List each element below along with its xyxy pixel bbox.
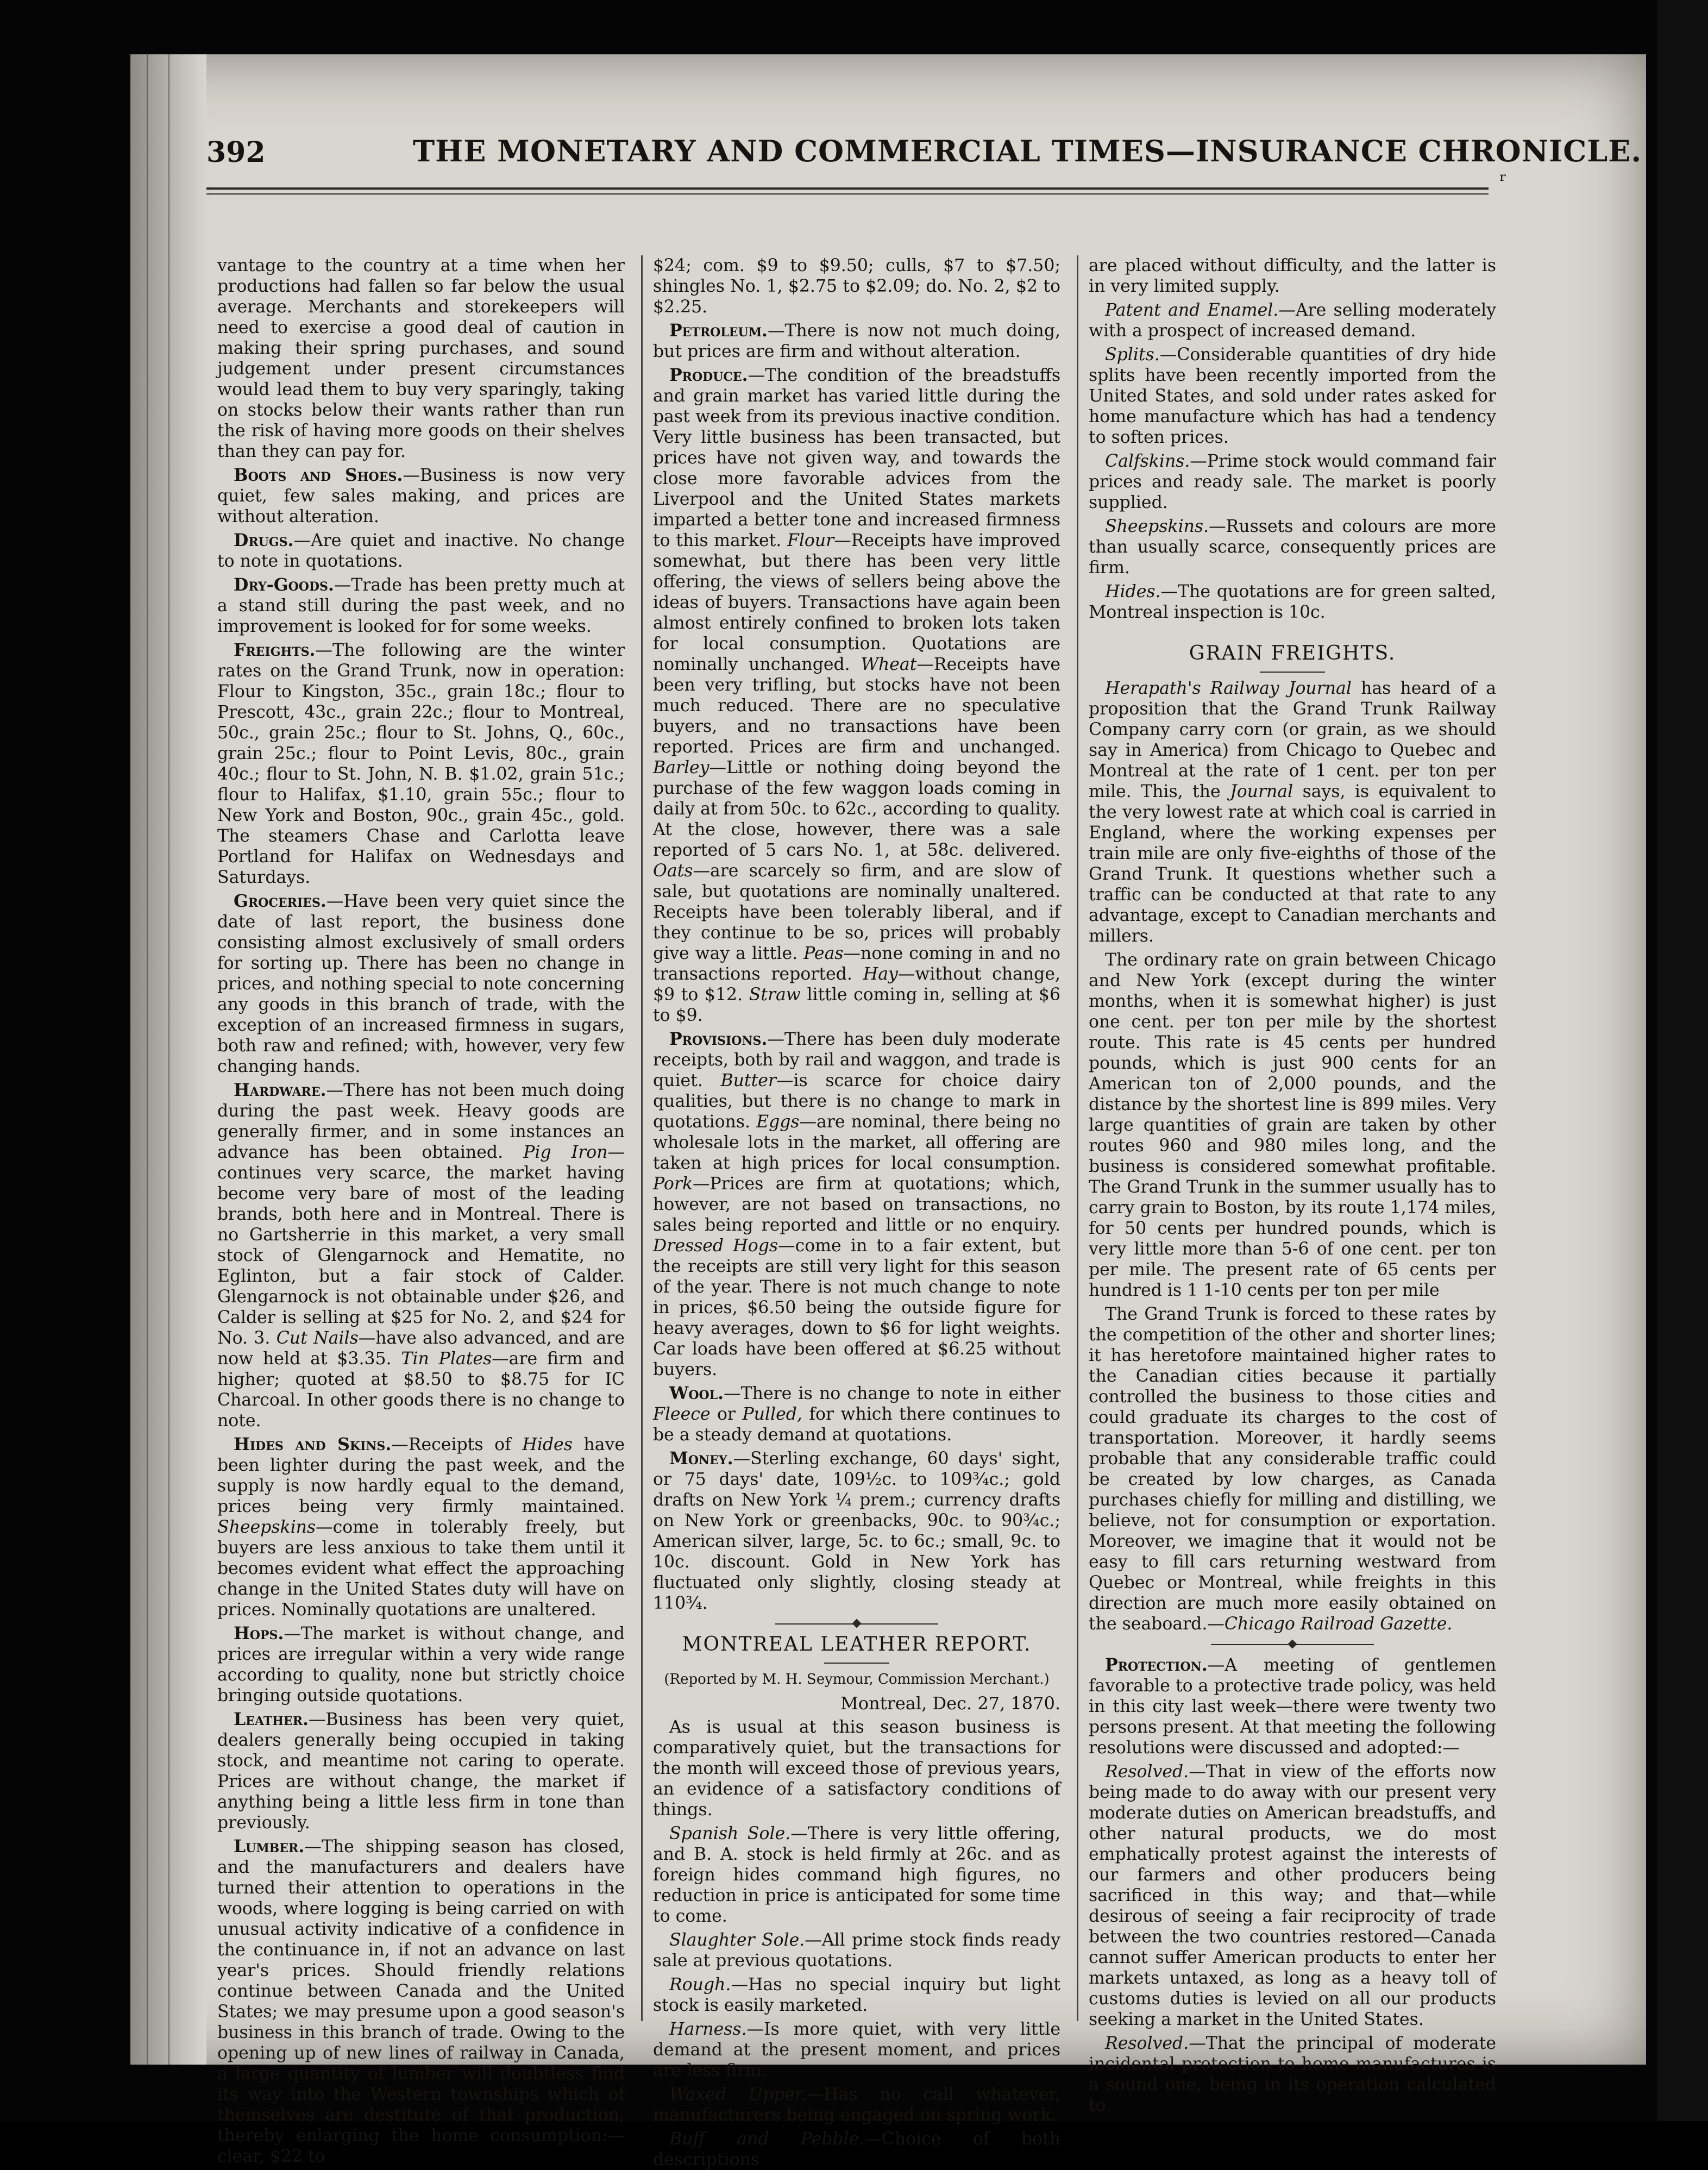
section-heading: Hops. (234, 1623, 284, 1644)
text: —are firm and higher; quoted at $8.50 to $8.75 for IC Charcoal. In other goods there is no change to note. (217, 1349, 625, 1431)
item-name: Slaughter Sole. (669, 1930, 805, 1950)
item-name: Buff and Pebble. (669, 2129, 865, 2149)
text: —There is now not much doing, but prices are firm and without alteration. (653, 321, 1060, 361)
item-name: Barley (653, 758, 709, 777)
text: —come in tolerably freely, but buyers are less anxious to take them until it becomes evident what effect the approaching change in the United States duty will have on prices. Nominally quotations are unaltered. (217, 1517, 625, 1620)
item-name: Flour (787, 531, 834, 550)
paragraph-slaughter-sole (653, 1930, 1060, 1971)
item-name: Dressed Hogs (653, 1236, 778, 1256)
margin-mark: ʳ (1499, 168, 1507, 193)
page-number: 392 (206, 136, 266, 169)
section-heading: Freights. (234, 640, 316, 660)
running-title: THE MONETARY AND COMMERCIAL TIMES—INSURANCE CHRONICLE. (413, 134, 1642, 168)
page-header (206, 134, 1642, 185)
paragraph-sheepskins (1089, 516, 1496, 578)
section-separator (1089, 1638, 1496, 1652)
paragraph-boots-and-shoes (217, 465, 625, 527)
section-heading: Wool. (669, 1383, 724, 1403)
section-heading: Groceries. (234, 891, 326, 911)
text: —The following are the winter rates on the Grand Trunk, now in operation: Flour to Kingston, 35c., grain 18c.; flour to Prescott, 43c., grain 22c.; flour to Montreal, 50c., grain 25c.; flour to St. Johns, Q., 60c., grain 25c.; flour to Point Levis, 80c., grain 40c.; flour to St. John, N. B. $1.02, grain 51c.; flour to Halifax, $1.10, grain 55c.; flour to New York and Boston, 90c., grain 45c., gold. The steamers Chase and Carlotta leave Portland for Halifax on Wednesdays and Saturdays. (217, 641, 625, 887)
spine-line (147, 54, 148, 2065)
item-name: Pulled, (742, 1404, 802, 1424)
section-heading: Money. (669, 1448, 733, 1469)
text: —There has been duly moderate receipts, both by rail and waggon, and trade is quiet. (653, 1030, 1060, 1090)
paragraph (1089, 950, 1496, 1301)
header-rule (206, 187, 1489, 190)
paragraph (1089, 1304, 1496, 1634)
item-name: Resolved. (1105, 1762, 1189, 1782)
text: or (717, 1404, 736, 1424)
paragraph (1089, 255, 1496, 297)
text: little coming in, selling at $6 to $9. (653, 985, 1061, 1025)
paragraph-resolution (1089, 2033, 1496, 2116)
column-2 (653, 255, 1061, 2169)
section-heading: Petroleum. (669, 321, 768, 341)
source-citation: Chicago Railroad Gazette. (1224, 1614, 1453, 1634)
section-heading: Hides and Skins. (234, 1434, 392, 1454)
text: —There has not been much doing during the past week. Heavy goods are generally firmer, and in some instances an advance has been obtained. (217, 1081, 625, 1162)
paragraph (653, 1717, 1060, 1820)
text: —A meeting of gentlemen favorable to a protective trade policy, was held in this city last week—there were twenty two persons present. At that meeting the following resolutions were discussed and adopted:— (1089, 1655, 1496, 1758)
text: —are scarcely so firm, and are slow of sale, but quotations are nominally unaltered. Receipts have been tolerably liberal, and if they continue to be so, prices will probably give way a little. (653, 861, 1060, 963)
item-name: Straw (749, 985, 801, 1005)
section-heading: Produce. (669, 365, 748, 385)
text: $24; com. $9 to $9.50; culls, $7 to $7.50; shingles No. 1, $2.75 to $2.09; do. No. 2, $2 to $2.25. (653, 256, 1060, 317)
item-name: Harness. (669, 2020, 747, 2039)
section-heading: Lumber. (234, 1836, 305, 1857)
text: —Prices are firm at quotations; which, however, are not based on transactions, no sales being reported and little or no enquiry. (653, 1174, 1060, 1235)
item-name: Spanish Sole. (669, 1824, 791, 1843)
item-name: Rough. (669, 1975, 731, 1995)
publication-name: Herapath's Railway Journal (1105, 679, 1352, 698)
paragraph-lumber (217, 1836, 625, 2167)
paragraph-hardware (217, 1080, 625, 1431)
paragraph-waxed-upper (653, 2084, 1060, 2125)
text: —Considerable quantities of dry hide splits have been recently imported from the United States, and sold under rates asked for home manufacture which has had a tendency to soften prices. (1089, 345, 1496, 447)
paragraph-petroleum (653, 321, 1060, 362)
publication-name: Journal (1230, 782, 1293, 801)
header-rule-thin (206, 193, 1489, 195)
text: —Receipts have been very trifling, but stocks have not been much reduced. There are no speculative buyers, and no transactions have been reported. Prices are firm and unchanged. (653, 655, 1060, 757)
item-name: Eggs (756, 1112, 800, 1132)
column-1 (217, 255, 625, 2166)
text: —Business is now very quiet, few sales making, and prices are without alteration. (217, 466, 625, 526)
text: —Prime stock would command fair prices and ready sale. The market is poorly supplied. (1089, 451, 1496, 512)
paragraph-leather (217, 1709, 625, 1833)
text: The Grand Trunk is forced to these rates by the competition of the other and shorter lines; it has heretofore maintained higher rates to the Canadian cities because it partially controlled the business to those cities and could graduate its charges to the cost of transportation. Moreover, it hardly seems probable that any considerable traffic could be created by low charges, as Canada purchases chiefly for milling and distilling, we believe, not for consumption or exportation. Moreover, we imagine that it would not be easy to fill cars returning westward from Quebec or Montreal, while freights in this direction are much more easily obtained on the seaboard.— (1089, 1304, 1496, 1634)
paragraph-dry-goods (217, 575, 625, 637)
newspaper-page (130, 54, 1646, 2169)
item-name: Fleece (653, 1404, 711, 1424)
article-title: MONTREAL LEATHER REPORT. (682, 1633, 1032, 1655)
text: —Are selling moderately with a prospect of increased demand. (1089, 300, 1496, 341)
text: —Is more quiet, with very little demand at the present moment, and prices are less firm. (653, 2020, 1060, 2080)
section-heading: Leather. (234, 1709, 309, 1729)
text: —The condition of the breadstuffs and grain market has varied little during the past week from its previous inactive condition. Very little business has been transacted, but prices have not given way, and towards the close more favorable advices from the Liverpool and the United States markets imparted a better tone and increased firmness to this market. (653, 366, 1060, 550)
item-name: Oats (653, 861, 693, 881)
text: —There is very little offering, and B. A. stock is held firmly at 26c. and as foreign hides command high figures, no reduction in price is anticipated for some time to come. (653, 1824, 1060, 1926)
paragraph-provisions (653, 1029, 1060, 1380)
text: —without change, $9 to $12. (653, 964, 1060, 1005)
item-name: Hides (522, 1435, 573, 1454)
text: —The market is without change, and prices are irregular within a very wide range according to quality, none but strictly choice bringing outside quotations. (217, 1624, 625, 1705)
paragraph-splits (1089, 344, 1496, 448)
text: —Sterling exchange, 60 days' sight, or 75 days' date, 109½c. to 109¾c.; gold drafts on New York ¼ prem.; currency drafts on New York or greenbacks, 90c. to 90¾c.; American silver, large, 5c. to 6c.; small, 9c. to 10c. discount. Gold in New York has fluctuated only slightly, closing steady at 110¾. (653, 1449, 1060, 1613)
section-heading: Drugs. (234, 530, 294, 550)
article-dateline: Montreal, Dec. 27, 1870. (840, 1693, 1060, 1714)
paragraph-spanish-sole (653, 1823, 1060, 1927)
text: vantage to the country at a time when her productions had fallen so far below the usual average. Merchants and storekeepers will need to exercise a good deal of caution in making their spring purchases, and sound judgement under present circumstances would lead them to buy very sparingly, taking on stocks below their wants rather than run the risk of having more goods on their shelves than they can pay for. (217, 256, 625, 461)
text: says, is equivalent to the very lowest rate at which coal is carried in England, where the working expenses per train mile are only five-eighths of those of the Grand Trunk. It questions whether such a traffic can be conducted at that rate to any advantage, except to Canadian merchants and millers. (1089, 782, 1497, 946)
item-name: Sheepskins. (1105, 517, 1209, 536)
text: —come in to a fair extent, but the receipts are still very light for this season of the year. There is not much change to note in prices, $6.50 being the outside figure for heavy averages, down to $6 for light weights. Car loads have been offered at $6.25 without buyers. (653, 1236, 1060, 1379)
item-name: Peas (803, 944, 844, 963)
paragraph-wool (653, 1383, 1060, 1445)
text: —Have been very quiet since the date of last report, the business done consisting almost exclusively of small orders for sorting up. There has been no change in prices, and nothing special to note concerning any goods in this branch of trade, with the exception of an increased firmness in sugars, both raw and refined; with, however, very few changing hands. (217, 892, 625, 1076)
paragraph-groceries (217, 891, 625, 1077)
article-byline: (Reported by M. H. Seymour, Commission Merchant.) (664, 1671, 1050, 1688)
item-name: Pork (653, 1174, 693, 1194)
text: —The quotations are for green salted, Montreal inspection is 10c. (1089, 582, 1496, 622)
paragraph-calfskins (1089, 451, 1496, 513)
item-name: Patent and Enamel. (1105, 300, 1279, 320)
paragraph-rough (653, 1974, 1060, 2016)
text: —Trade has been pretty much at a stand still during the past week, and no improvement is looked for for some weeks. (217, 575, 625, 636)
text: —Are quiet and inactive. No change to note in quotations. (217, 531, 625, 571)
text: —There is no change to note in either (724, 1384, 1060, 1403)
text: have been lighter during the past week, and the supply is now hardly equal to the demand, prices being very firmly maintained. (217, 1435, 625, 1516)
paragraph-protection (1089, 1655, 1496, 1758)
text: —have also advanced, and are now held at $3.35. (217, 1328, 625, 1369)
item-name: Resolved. (1105, 2034, 1189, 2053)
item-name: Hides. (1105, 582, 1161, 601)
column-rule (641, 255, 643, 2021)
paragraph-harness (653, 2019, 1060, 2081)
text: has heard of a proposition that the Grand Trunk Railway Company carry corn (or grain, as we should say in America) from Chicago to Quebec and Montreal at the rate of 1 cent. per ton per mile. This, the (1089, 679, 1497, 801)
paragraph-resolution (1089, 1761, 1496, 2030)
section-separator (653, 1617, 1060, 1631)
text: —none coming in and no transactions reported. (653, 944, 1061, 984)
section-heading: Dry-Goods. (234, 575, 334, 595)
column-3 (1089, 255, 1497, 2115)
item-name: Hay (863, 964, 898, 984)
text: are placed without difficulty, and the latter is in very limited supply. (1089, 256, 1496, 296)
item-name: Waxed Upper. (669, 2085, 807, 2104)
text: —Receipts of (391, 1435, 511, 1454)
text: —Business has been very quiet, dealers generally being occupied in taking stock, and meantime not caring to operate. Prices are without change, the market if anything being a little less firm in tone than previously. (217, 1710, 625, 1833)
text: —continues very scarce, the market having become very bare of most of the leading brands, both here and in Montreal. There is no Gartsherrie in this market, a very small stock of Glengarnock and Hematite, no Eglinton, but a fair stock of Calder. Glengarnock is not obtainable under $26, and Calder is selling at $25 for No. 2, and $24 for No. 3. (217, 1143, 625, 1348)
item-name: Cut Nails (276, 1328, 359, 1348)
paragraph (653, 255, 1060, 317)
paragraph-hides (1089, 581, 1496, 623)
text: —That in view of the efforts now being made to do away with our present very moderate duties on American breadstuffs, and other natural products, we do most emphatically protest against the interests of our farmers and other producers being sacrificed in this way; and that—while desirous of seeing a fair reciprocity of trade between the two countries restored—Canada cannot suffer American products to enter her markets untaxed, as long as a heavy toll of customs duties is levied on all our products seeking a market in the United States. (1089, 1762, 1496, 2029)
title-rule (1089, 667, 1496, 678)
paragraph-buff-and-pebble (653, 2129, 1060, 2170)
item-name: Wheat (861, 655, 917, 674)
section-heading: Provisions. (669, 1029, 768, 1049)
paragraph-hops (217, 1623, 625, 1706)
section-heading: Protection. (1105, 1655, 1208, 1675)
paragraph-patent-and-enamel (1089, 300, 1496, 341)
text: —The shipping season has closed, and the manufacturers and dealers have turned their attention to operations in the woods, where logging is being carried on with unusual activity indicative of a confidence in the continuance in, if not an advance on last year's prices. Should friendly relations continue between Canada and the United States; we may presume upon a good season's business in this branch of trade. Owing to the opening up of new lines of railway in Canada, a large quantity of lumber will doubtless find its way into the Western townships which of themselves are destitute of that production, thereby enlarging the home consumption:—clear, $22 to (217, 1837, 625, 2166)
column-rule (1077, 255, 1078, 2021)
section-heading: Hardware. (234, 1080, 326, 1100)
item-name: Butter (720, 1071, 776, 1090)
text: As is usual at this season business is comparatively quiet, but the transactions for the month will exceed those of previous years, an evidence of a satisfactory conditions of things. (653, 1717, 1060, 1820)
paragraph (1089, 678, 1496, 946)
film-edge-right (1657, 0, 1708, 2121)
title-rule (653, 1658, 1060, 1669)
text: —Receipts have improved somewhat, but there has been very little offering, the views of sellers being above the ideas of buyers. Transactions have again been almost entirely confined to broken lots taken for local consumption. Quotations are nominally unchanged. (653, 531, 1061, 674)
spine-line (168, 54, 169, 2065)
item-name: Splits. (1105, 345, 1160, 365)
section-heading: Boots and Shoes. (234, 465, 403, 485)
text: —Russets and colours are more than usually scarce, consequently prices are firm. (1089, 517, 1496, 578)
text: —Choice of both descriptions (653, 2129, 1060, 2169)
text: —All prime stock finds ready sale at previous quotations. (653, 1930, 1061, 1971)
item-name: Calfskins. (1105, 451, 1190, 471)
paragraph-hides-and-skins (217, 1434, 625, 1620)
item-name: Tin Plates (401, 1349, 492, 1369)
text: —Little or nothing doing beyond the purchase of the few waggon loads coming in daily at from 50c. to 62c., according to quality. At the close, however, there was a sale reported of 5 cars No. 1, at 58c. delivered. (653, 758, 1060, 860)
paragraph-produce (653, 365, 1060, 1026)
paragraph-freights (217, 640, 625, 888)
item-name: Sheepskins (217, 1517, 316, 1537)
text: —Has no call whatever, manufacturers being engaged on spring work. (653, 2085, 1060, 2125)
paragraph-drugs (217, 530, 625, 572)
paragraph-money (653, 1448, 1060, 1614)
text: for which there continues to be a steady demand at quotations. (653, 1404, 1060, 1445)
item-name: Pig Iron (523, 1143, 608, 1162)
text: —are nominal, there being no wholesale lots in the market, all offering are taken at high prices for local consumption. (653, 1112, 1060, 1173)
text: —Has no special inquiry but light stock is easily marketed. (653, 1975, 1060, 2015)
text: The ordinary rate on grain between Chicago and New York (except during the winter months, when it is somewhat higher) is just one cent. per ton per mile by the shortest route. This rate is 45 cents per hundred pounds, which is just 900 cents for an American ton of 2,000 pounds, and the distance by the shortest line is 899 miles. Very large quantities of grain are taken by other routes 960 and 980 miles long, and the business is considered somewhat profitable. The Grand Trunk in the summer usually has to carry grain to Boston, by its route 1,174 miles, for 50 cents per hundred pounds, which is very little more than 5-6 of one cent. per ton per mile. The present rate of 65 cents per hundred is 1 1-10 cents per ton per mile (1089, 950, 1496, 1300)
paragraph (217, 255, 625, 462)
article-title: GRAIN FREIGHTS. (1189, 642, 1396, 664)
text: —is scarce for choice dairy qualities, but there is no change to mark in quotations. (653, 1071, 1061, 1132)
text: —That the principal of moderate incidental protection to home manufactures is a sound one, being in its operation calculated to (1089, 2034, 1496, 2115)
